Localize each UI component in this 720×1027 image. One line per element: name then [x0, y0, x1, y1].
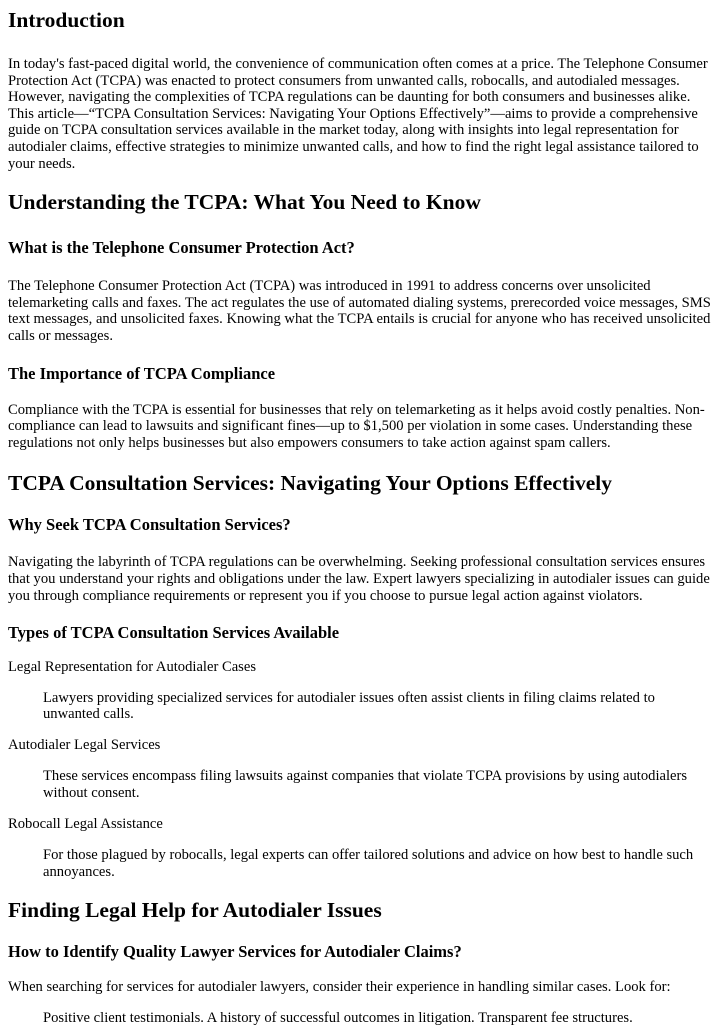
service-description-autodialer-legal: These services encompass filing lawsuits against companies that violate TCPA provisions by using autodialers without consent.	[43, 768, 688, 802]
importance-compliance-paragraph: Compliance with the TCPA is essential for businesses that rely on telemarketing as it helps avoid costly penalties. Non-compliance can lead to lawsuits and significant fines—up to $1,500 per violation in some cases. Understanding these regulations not only helps businesses but also empowers consumers to take action against spam callers.	[8, 401, 705, 451]
subheading-identify-quality: How to Identify Quality Lawyer Services for Autodialer Claims?	[8, 942, 462, 962]
subheading-types-services: Types of TCPA Consultation Services Available	[8, 623, 340, 643]
subheading-what-is-tcpa: What is the Telephone Consumer Protection Act?	[8, 238, 355, 258]
service-term-legal-representation: Legal Representation for Autodialer Cases	[8, 659, 257, 676]
service-term-autodialer-legal: Autodialer Legal Services	[8, 736, 161, 753]
subheading-why-seek: Why Seek TCPA Consultation Services?	[8, 515, 291, 535]
what-is-tcpa-paragraph: The Telephone Consumer Protection Act (TCPA) was introduced in 1991 to address concerns over unsolicited telemarketing calls and faxes. The act regulates the use of automated dialing systems, prerecorded voice messages, SMS text messages, and unsolicited faxes. Knowing what the TCPA entails is crucial for anyone who has received unsolicited calls or messages.	[8, 278, 711, 344]
service-description-robocall-assistance: For those plagued by robocalls, legal experts can offer tailored solutions and advice on how best to handle such annoyances.	[43, 847, 694, 880]
service-term-robocall-assistance: Robocall Legal Assistance	[8, 815, 163, 832]
why-seek-paragraph: Navigating the labyrinth of TCPA regulations can be overwhelming. Seeking professional consultation services ensures that you understand your rights and obligations under the law. Expert lawyers specializing in autodialer issues can guide you through compliance requirements or represent you if you choose to pursue legal action against violators.	[8, 554, 710, 604]
section-heading-finding-help: Finding Legal Help for Autodialer Issues	[8, 898, 382, 923]
intro-paragraph: In today's fast-paced digital world, the convenience of communication often comes at a price. The Telephone Consumer Protection Act (TCPA) was enacted to protect consumers from unwanted calls, robocalls, and autodialed messages. However, navigating the complexities of TCPA regulations can be daunting for both consumers and businesses alike. This article—“TCPA Consultation Services: Navigating Your Options Effectively”—aims to provide a comprehensive guide on TCPA consultation services available in the market today, along with insights into legal representation for autodialer claims, effective strategies to minimize unwanted calls, and how to find the right legal assistance tailored to your needs.	[8, 56, 708, 172]
subheading-importance-compliance: The Importance of TCPA Compliance	[8, 363, 276, 383]
identify-quality-paragraph: When searching for services for autodialer lawyers, consider their experience in handling similar cases. Look for:	[8, 979, 671, 996]
section-heading-introduction: Introduction	[8, 8, 125, 32]
section-heading-understanding: Understanding the TCPA: What You Need to Know	[8, 190, 481, 215]
section-heading-consultation: TCPA Consultation Services: Navigating Your Options Effectively	[8, 471, 612, 496]
quality-criteria-list: Positive client testimonials. A history of successful outcomes in litigation. Transparent fee structures.	[43, 1010, 633, 1027]
service-description-legal-representation: Lawyers providing specialized services for autodialer issues often assist clients in filing claims related to unwanted calls.	[43, 689, 655, 723]
article	[0, 7, 720, 1027]
